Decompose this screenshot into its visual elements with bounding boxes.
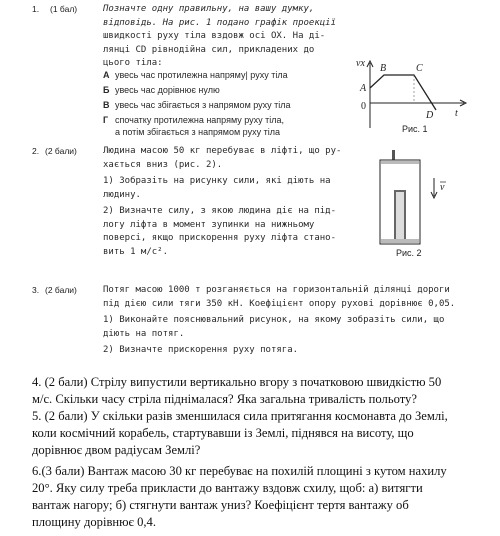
q2-line: поверсі, якщо прискорення руху ліфта стано- [103, 233, 336, 243]
q2-line: Людина масою 50 кг перебуває в ліфті, що ру- [103, 146, 342, 156]
q5-line: дорівнює двом радіусам Землі? [32, 443, 201, 457]
q1-option-d-continued: а потім збігається з напрямом руху тіла [115, 127, 280, 137]
figure-1-caption: Рис. 1 [402, 124, 428, 134]
q6-text [32, 463, 447, 531]
q3-line: під дією сили тяги 350 кН. Коефіцієнт опору рухові дорівнює 0,05. [103, 298, 456, 309]
q1-option-d[interactable]: Г спочатку протилежна напряму руху тіла, [103, 115, 285, 125]
q1-text [103, 3, 336, 71]
q3-line: 1) Виконайте пояснювальний рисунок, на якому зобразіть сили, що [103, 315, 445, 325]
q3-text [103, 284, 455, 358]
q2-line: вить 1 м/с². [103, 246, 169, 257]
q5-line: 5. (2 бали) У скільки разів зменшилася сила притягання космонавта до Землі, [32, 409, 448, 423]
q4-line: м/с. Скільки часу стріла піднімалася? Яка загальна тривалість польоту? [32, 392, 417, 406]
q1-line: лянці CD рівнодійна сил, прикладених до [103, 44, 315, 55]
q1-number: 1. [32, 4, 40, 14]
q4-line: 4. (2 бали) Стрілу випустили вертикально вгору з початковою швидкістю 50 [32, 375, 442, 389]
q3-points: (2 бали) [45, 285, 77, 295]
q1-line: швидкості руху тіла вздовж осі OX. На ді- [103, 31, 326, 41]
point-d-label: D [426, 110, 434, 121]
q2-line: логу ліфта в момент зупинки на нижньому [103, 219, 315, 230]
svg-text:vx: vx [356, 58, 365, 69]
figure-2 [368, 150, 458, 245]
figure-1-velocity-graph [370, 75, 436, 110]
q4-q5-text [32, 374, 448, 459]
q1-line: відповідь. На рис. 1 подано графік проекції [103, 17, 336, 28]
svg-text:v: v [440, 182, 445, 193]
point-a-label: A [360, 83, 367, 94]
q3-line: 2) Визначте прискорення руху потяга. [103, 345, 299, 355]
q2-number: 2. [32, 146, 40, 156]
q1-option-a[interactable]: А увесь час протилежна напряму| руху тіла [103, 70, 288, 80]
svg-text:t: t [455, 108, 458, 119]
q2-text [103, 145, 341, 259]
point-c-label: C [416, 63, 423, 74]
q2-line: 2) Визначте силу, з якою людина діє на під- [103, 206, 336, 216]
q2-points: (2 бали) [45, 146, 77, 156]
q6-line: площину дорівнює 0,4. [32, 515, 156, 529]
svg-text:0: 0 [361, 101, 366, 112]
q1-points: (1 бал) [50, 4, 78, 14]
q1-line: цього тіла: [103, 58, 163, 68]
q2-line: хається вниз (рис. 2). [103, 159, 223, 170]
q5-line: коли космічний корабель, стартувавши із Землі, піднявся на висоту, що [32, 426, 414, 440]
point-b-label: B [380, 63, 387, 74]
q6-line: вантаж нагору; б) стягнути вантаж униз? Коефіцієнт тертя вантажу об [32, 498, 409, 512]
q3-line: діють на потяг. [103, 328, 185, 339]
figure-2-caption: Рис. 2 [396, 248, 422, 258]
q3-number: 3. [32, 285, 40, 295]
q1-line: Позначте одну правильну, на вашу думку, [103, 4, 315, 14]
q1-option-b[interactable]: Б увесь час дорівнює нулю [103, 85, 220, 95]
q1-option-c[interactable]: В увесь час збігається з напрямом руху тіла [103, 100, 291, 110]
q3-line: Потяг масою 1000 т розганяється на горизонтальній ділянці дороги [103, 285, 450, 295]
lift-cable-top [392, 150, 395, 160]
q2-line: 1) Зобразіть на рисунку сили, які діють на [103, 176, 331, 186]
q6-line: 20°. Яку силу треба прикласти до вантажу вздовж схилу, щоб: а) витягти [32, 481, 423, 495]
q2-line: людину. [103, 189, 141, 200]
q6-line: 6.(3 бали) Вантаж масою 30 кг перебуває на похилій площині з кутом нахилу [32, 464, 447, 478]
